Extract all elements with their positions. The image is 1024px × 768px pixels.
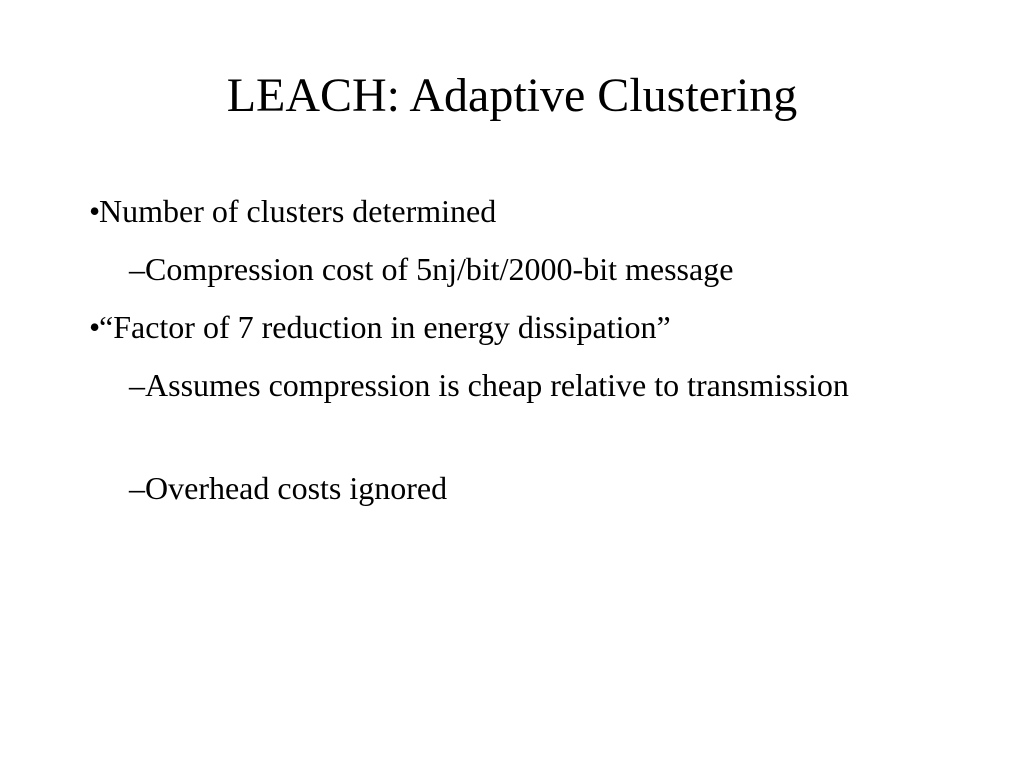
subbullet-text: Assumes compression is cheap relative to transmission: [145, 367, 849, 403]
subbullet-marker: –: [129, 470, 145, 506]
slide-title: LEACH: Adaptive Clustering: [226, 69, 798, 122]
bullet-marker: •: [89, 309, 101, 345]
subbullet-marker: –: [129, 367, 145, 403]
subbullet-marker: –: [129, 251, 145, 287]
bullet-text: “Factor of 7 reduction in energy dissipation”: [99, 309, 671, 345]
bullet-text: Number of clusters determined: [99, 193, 497, 229]
subbullet-text: Compression cost of 5nj/bit/2000-bit message: [145, 251, 734, 287]
subbullet-text: Overhead costs ignored: [145, 470, 448, 506]
bullet-marker: •: [89, 193, 101, 229]
